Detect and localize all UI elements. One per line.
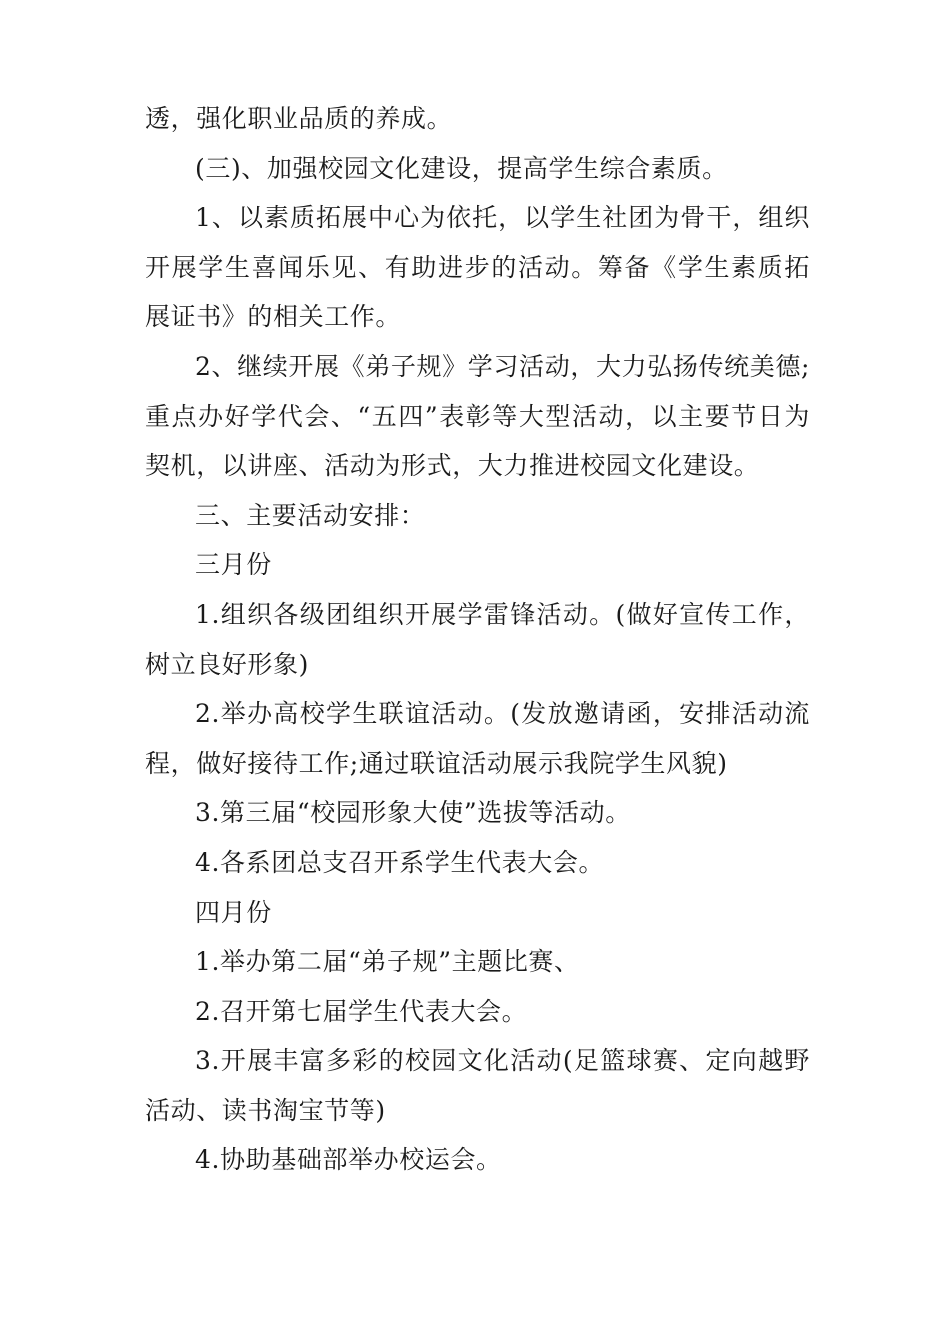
paragraph-continuation: 透，强化职业品质的养成。 [145, 104, 453, 133]
list-item-march-3: 3.第三届“校园形象大使”选拔等活动。 [195, 798, 631, 828]
month-heading-april: 四月份 [195, 897, 272, 927]
paragraph-dizigui-study: 2、继续开展《弟子规》学习活动，大力弘扬传统美德;重点办好学代会、“五四”表彰等大型活动，以主要节日为契机，以讲座、活动为形式，大力推进校园文化建设。 [145, 351, 810, 481]
paragraph-quality-expansion: 1、以素质拓展中心为依托，以学生社团为骨干，组织开展学生喜闻乐见、有助进步的活动。筹备《学生素质拓展证书》的相关工作。 [145, 203, 810, 332]
list-item-march-1: 1.组织各级团组织开展学雷锋活动。(做好宣传工作，树立良好形象) [145, 599, 810, 679]
document-body [145, 94, 810, 1185]
month-heading-march: 三月份 [195, 550, 272, 580]
section-heading-activities: 三、主要活动安排： [195, 500, 426, 530]
section-heading-campus-culture: (三)、加强校园文化建设，提高学生综合素质。 [195, 153, 728, 183]
list-item-march-4: 4.各系团总支召开系学生代表大会。 [195, 847, 605, 877]
list-item-april-1: 1.举办第二届“弟子规”主题比赛、 [195, 947, 580, 977]
list-item-april-2: 2.召开第七届学生代表大会。 [195, 996, 528, 1026]
list-item-april-3: 3.开展丰富多彩的校园文化活动(足篮球赛、定向越野活动、读书淘宝节等) [145, 1046, 810, 1125]
list-item-march-2: 2.举办高校学生联谊活动。(发放邀请函，安排活动流程，做好接待工作;通过联谊活动展示我院学生风貌) [145, 699, 810, 778]
list-item-april-4: 4.协助基础部举办校运会。 [195, 1145, 502, 1175]
